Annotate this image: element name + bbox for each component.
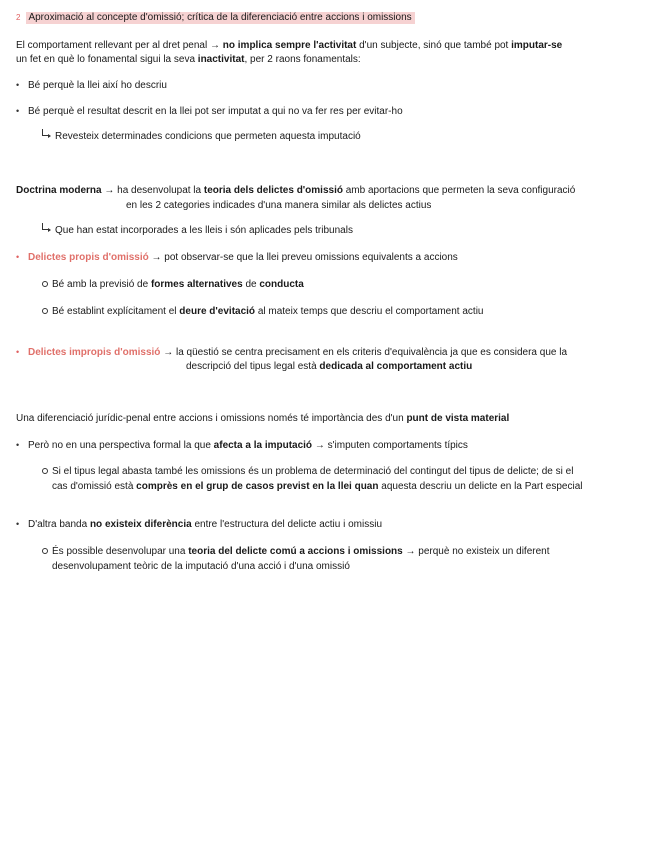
bullet-3-sub-line-1: Si el tipus legal abasta també les omissions és un problema de determinació del contingut del tipus de delicte; de si el [52, 466, 574, 477]
paragraph-2-line-2: en les 2 categories indicades d'una manera similar als delictes actius [126, 200, 432, 211]
paragraph-2-line-1: Doctrina moderna → ha desenvolupat la teoria dels delictes d'omissió amb aportacions que permeten la seva configuració [16, 185, 576, 196]
return-arrow-icon [42, 223, 48, 230]
bullet-icon: • [16, 347, 20, 357]
return-arrow-icon [42, 129, 48, 136]
delictes-propis-sub-1: Bé amb la previsió de formes alternatives de conducta [52, 279, 304, 290]
bullet-icon: • [16, 519, 20, 529]
bullet-4-sub-line-2: desenvolupament teòric de la imputació d'una acció i d'una omissió [52, 561, 350, 572]
paragraph-1-line-1: El comportament rellevant per al dret penal → no implica sempre l'activitat d'un subjecte, sinó que també pot imputar-se [16, 40, 563, 51]
sub-note-1: Revesteix determinades condicions que permeten aquesta imputació [55, 131, 361, 142]
bullet-icon: • [16, 80, 20, 90]
circle-bullet-icon [42, 468, 48, 474]
bullet-icon: • [16, 252, 20, 262]
bullet-1: Bé perquè la llei així ho descriu [28, 80, 167, 91]
section-heading [16, 10, 415, 25]
delictes-impropis-line-2: descripció del tipus legal està dedicada al comportament actiu [186, 361, 473, 372]
delictes-propis-sub-2: Bé establint explícitament el deure d'evitació al mateix temps que descriu el comportament actiu [52, 306, 484, 317]
bullet-icon: • [16, 440, 20, 450]
bullet-2: Bé perquè el resultat descrit en la llei pot ser imputat a qui no va fer res per evitar-ho [28, 106, 403, 117]
paragraph-3: Una diferenciació jurídic-penal entre accions i omissions només té importància des d'un punt de vista material [16, 413, 510, 424]
bullet-icon: • [16, 106, 20, 116]
circle-bullet-icon [42, 548, 48, 554]
section-title: Aproximació al concepte d'omissió; crítica de la diferenciació entre accions i omissions [26, 12, 414, 24]
delictes-impropis-line-1: Delictes impropis d'omissió → la qüestió se centra precisament en els criteris d'equivalència ja que es considera que la [28, 347, 568, 358]
bullet-4-sub-line-1: És possible desenvolupar una teoria del delicte comú a accions i omissions → perquè no existeix un diferent [52, 546, 550, 557]
circle-bullet-icon [42, 281, 48, 287]
bullet-4: D'altra banda no existeix diferència entre l'estructura del delicte actiu i omissiu [28, 519, 382, 530]
circle-bullet-icon [42, 308, 48, 314]
section-number: 2 [16, 13, 21, 22]
sub-note-2: Que han estat incorporades a les lleis i són aplicades pels tribunals [55, 225, 353, 236]
bullet-3: Però no en una perspectiva formal la que afecta a la imputació → s'imputen comportaments típics [28, 440, 468, 451]
paragraph-1-line-2: un fet en què lo fonamental sigui la seva inactivitat, per 2 raons fonamentals: [16, 54, 361, 65]
delictes-propis: Delictes propis d'omissió → pot observar-se que la llei preveu omissions equivalents a accions [28, 252, 458, 263]
bullet-3-sub-line-2: cas d'omissió està comprès en el grup de casos previst en la llei quan aquesta descriu un delicte en la Part especial [52, 481, 583, 492]
